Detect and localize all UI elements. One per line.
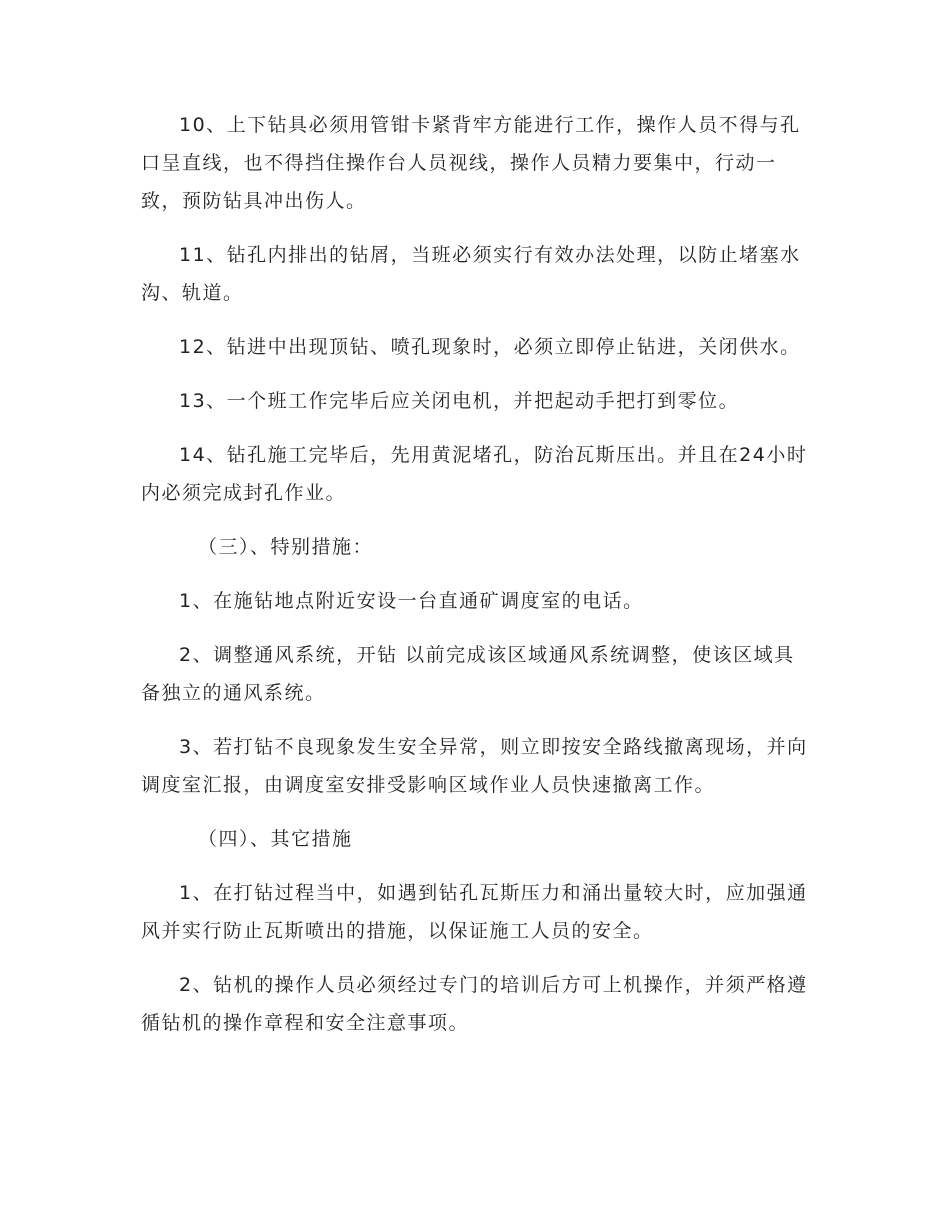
- paragraph-item-13: 13、一个班工作完毕后应关闭电机，并把起动手把打到零位。: [179, 390, 740, 412]
- section-heading-special-measures: （三）、特别措施：: [198, 536, 374, 558]
- paragraph-other-2: 2、钻机的操作人员必须经过专门的培训后方可上机操作，并须严格遵循钻机的操作章程和安全注意事项。: [141, 974, 808, 1034]
- paragraph-item-11: 11、钻孔内排出的钻屑，当班必须实行有效办法处理，以防止堵塞水沟、轨道。: [141, 244, 801, 304]
- paragraph-item-14: 14、钻孔施工完毕后，先用黄泥堵孔，防治瓦斯压出。并且在24小时内必须完成封孔作业。: [141, 444, 808, 504]
- paragraph-item-12: 12、钻进中出现顶钻、喷孔现象时，必须立即停止钻进，关闭供水。: [179, 336, 801, 358]
- paragraph-special-1: 1、在施钻地点附近安设一台直通矿调度室的电话。: [179, 590, 644, 612]
- paragraph-special-2: 2、调整通风系统，开钻 以前完成该区域通风系统调整，使该区域具备独立的通风系统。: [141, 644, 795, 704]
- paragraph-other-1: 1、在打钻过程当中，如遇到钻孔瓦斯压力和涌出量较大时，应加强通风并实行防止瓦斯喷出的措施，以保证施工人员的安全。: [141, 882, 808, 942]
- document-body: [141, 106, 811, 1058]
- section-heading-other-measures: （四）、其它措施: [198, 828, 353, 850]
- paragraph-item-10: 10、上下钻具必须用管钳卡紧背牢方能进行工作，操作人员不得与孔口呈直线，也不得挡住操作台人员视线，操作人员精力要集中，行动一致，预防钻具冲出伤人。: [141, 114, 801, 212]
- paragraph-special-3: 3、若打钻不良现象发生安全异常，则立即按安全路线撤离现场，并向调度室汇报，由调度室安排受影响区域作业人员快速撤离工作。: [141, 736, 808, 796]
